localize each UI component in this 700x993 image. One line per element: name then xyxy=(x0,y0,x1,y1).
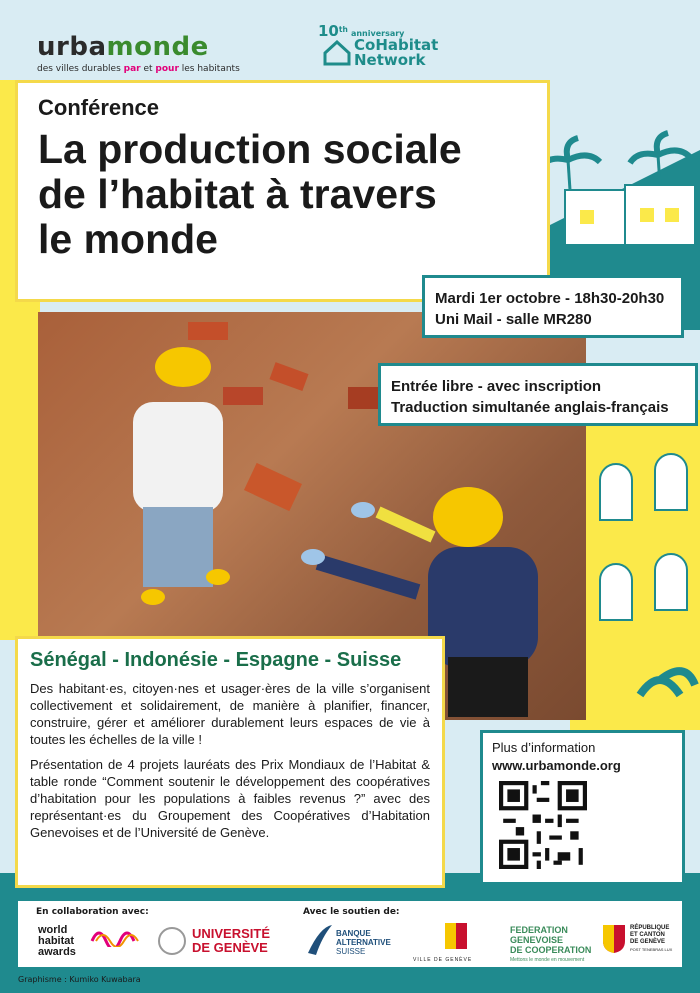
credits: Graphisme : Kumiko Kuwabara xyxy=(18,975,141,984)
qr-code-icon[interactable] xyxy=(499,781,587,869)
event-venue: Uni Mail - salle MR280 xyxy=(435,311,592,328)
world-habitat-awards-logo[interactable]: world habitat awards xyxy=(38,924,76,958)
republique-geneve-crest-icon xyxy=(601,923,627,955)
sponsor-bar xyxy=(15,898,685,970)
cohabitat-network-logo[interactable] xyxy=(318,20,468,75)
website-link[interactable]: www.urbamonde.org xyxy=(492,758,621,773)
description-panel xyxy=(15,636,445,888)
bas-bird-icon xyxy=(306,923,334,957)
support-label: Avec le soutien de: xyxy=(303,907,400,917)
banque-alternative-suisse-logo[interactable]: BANQUE ALTERNATIVE SUISSE xyxy=(336,929,391,956)
federation-genevoise-cooperation-logo[interactable]: FEDERATION GENEVOISE DE COOPERATION Mettons le monde en mouvement xyxy=(510,925,592,963)
title-panel xyxy=(15,80,550,302)
description-paragraph-1: Des habitant·es, citoyen·nes et usager·ères de la ville s’organisent collectivement et solidairement, de manière à planifier, financer, construire, gérer et améliorer durablement leurs espaces de vie à toutes les échelles de la ville ! xyxy=(30,681,430,747)
event-entry: Entrée libre - avec inscription xyxy=(391,378,602,395)
ville-de-geneve-logo[interactable]: VILLE DE GENÈVE xyxy=(413,957,473,963)
event-entry-panel xyxy=(378,363,698,426)
countries-heading: Sénégal - Indonésie - Espagne - Suisse xyxy=(30,649,402,671)
building-windows-illustration xyxy=(590,430,700,710)
unige-seal-icon xyxy=(158,927,186,955)
event-translation: Traduction simultanée anglais-français xyxy=(391,399,669,416)
more-info-label: Plus d’information xyxy=(492,740,596,755)
universite-de-geneve-logo[interactable]: UNIVERSITÉ DE GENÈVE xyxy=(192,926,271,955)
logo-tagline: des villes durables par et pour les habitants xyxy=(37,64,240,74)
urbamonde-logo[interactable] xyxy=(37,32,240,74)
ville-de-geneve-crest-icon xyxy=(443,921,469,951)
anniversary-badge: 10th anniversary xyxy=(318,22,405,40)
collaboration-label: En collaboration avec: xyxy=(36,907,149,917)
cohabitat-wordmark: CoHabitat Network xyxy=(354,36,439,69)
description-paragraph-2: Présentation de 4 projets lauréats des Prix Mondiaux de l’Habitat & table ronde “Comment soutenir le développement des coopératives d’habitation pour les populations à faibles revenus ?” avec des représentant·es du Groupement des Coopératives d’Habitation Genevoises et de l’Université de Genève. xyxy=(30,757,430,840)
more-info-panel xyxy=(480,730,685,885)
event-date-time: Mardi 1er octobre - 18h30-20h30 xyxy=(435,290,665,307)
house-icon xyxy=(323,40,351,66)
conference-label: Conférence xyxy=(38,95,160,120)
republique-canton-geneve-logo[interactable]: RÉPUBLIQUE ET CANTON DE GENÈVE POST TENEBRAS LUX xyxy=(630,925,673,952)
logo-wordmark: urbamonde xyxy=(37,32,209,62)
world-habitat-waves-icon xyxy=(90,923,146,947)
event-datetime-panel xyxy=(422,275,684,338)
page-title: La production sociale de l’habitat à travers le monde xyxy=(38,126,462,262)
